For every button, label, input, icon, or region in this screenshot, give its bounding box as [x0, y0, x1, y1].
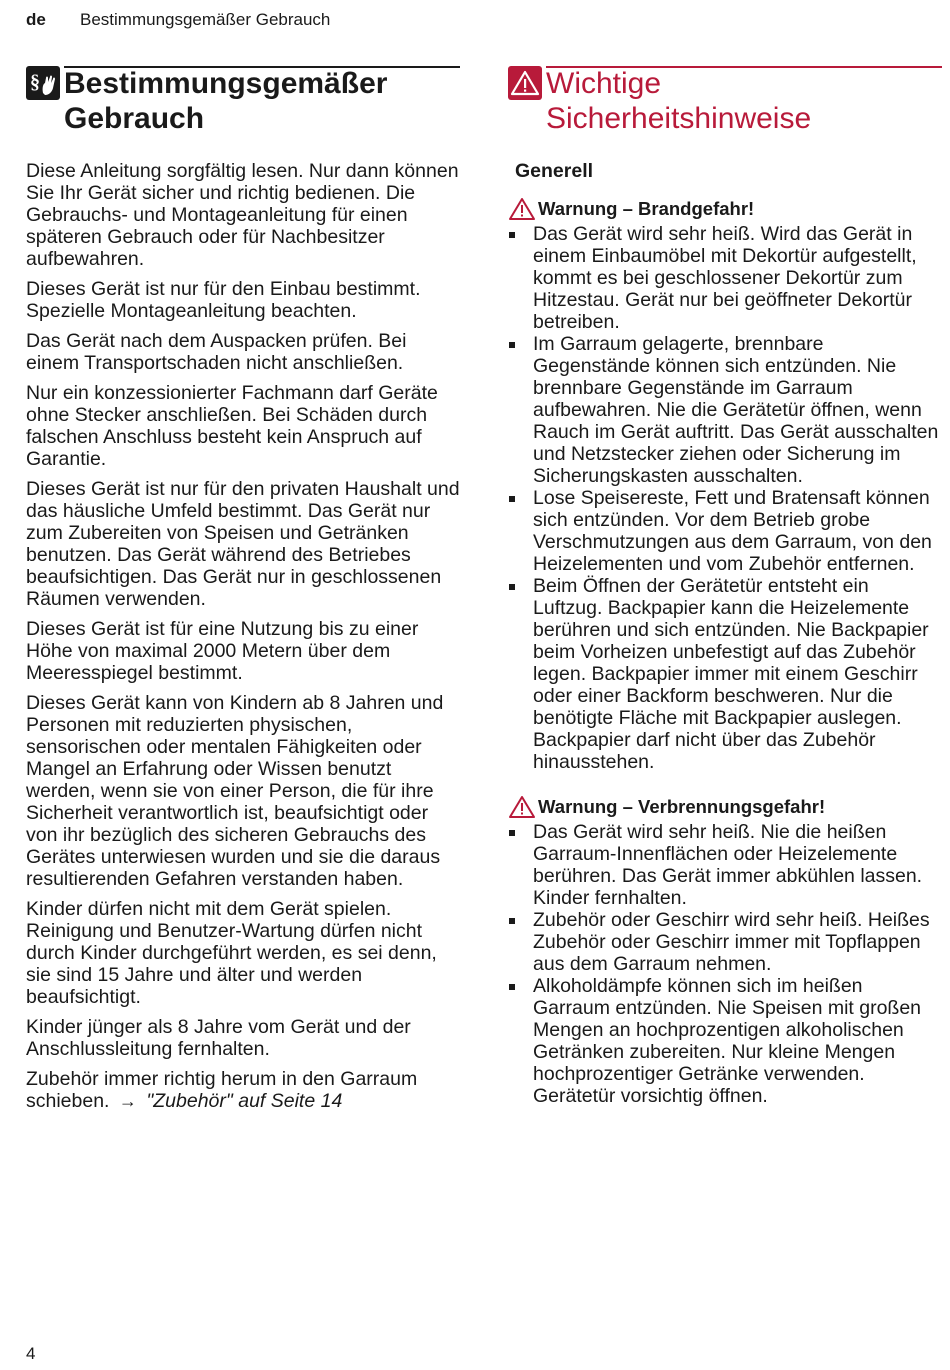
paragraph: Dieses Gerät ist nur für den privaten Haushalt und das häusliche Umfeld bestimmt. Das Gerät nur zum Zubereiten von Speisen und Getränken benutzen. Das Gerät während des Betriebes beaufsichtigen. Das Gerät nur in geschlossenen Räumen verwenden. [26, 478, 460, 610]
warning-triangle-icon [508, 197, 536, 221]
warning-list [508, 223, 942, 773]
warning-heading: Warnung – Brandgefahr! [508, 197, 942, 221]
list-item: Das Gerät wird sehr heiß. Wird das Gerät in einem Einbaumöbel mit Dekortür aufgestellt, kommt es bei geschlossener Dekortür zum Hitzestau. Gerät nur bei geöffneter Dekortür betreiben. [508, 223, 942, 333]
paragraph: Dieses Gerät ist nur für den Einbau bestimmt. Spezielle Montageanleitung beachten. [26, 278, 421, 322]
paragraph: Kinder dürfen nicht mit dem Gerät spielen. Reinigung und Benutzer-Wartung dürfen nicht durch Kinder durchgeführt werden, es sei denn, sie sind 15 Jahre und älter und werden beaufsichtigt. [26, 898, 437, 1008]
paragraph-with-link: Zubehör immer richtig herum in den Garraum schieben. → "Zubehör" auf Seite 14 [26, 1068, 418, 1112]
list-item: Das Gerät wird sehr heiß. Nie die heißen Garraum-Innenflächen oder Heizelemente berühren. Das Gerät immer abkühlen lassen. Kinder fernhalten. [508, 821, 942, 909]
paragraph: Dieses Gerät kann von Kindern ab 8 Jahren und Personen mit reduzierten physischen, sensorischen oder mentalen Fähigkeiten oder Mangel an Erfahrung oder Wissen benutzt werden, wenn sie von einer Person, die für ihre Sicherheit verantwortlich ist, beaufsichtigt oder von ihr bezüglich des sicheren Gebrauchs des Gerätes unterwiesen wurden und sie die daraus resultierenden Gefahren verstanden haben. [26, 692, 444, 890]
paragraph: Nur ein konzessionierter Fachmann darf Geräte ohne Stecker anschließen. Bei Schäden durch falschen Anschluss besteht kein Anspruch auf Garantie. [26, 382, 438, 470]
paragraph: Diese Anleitung sorgfältig lesen. Nur dann können Sie Ihr Gerät sicher und richtig bedienen. Die Gebrauchs- und Montageanleitung für einen späteren Gebrauch oder für Nachbesitzer aufbewahren. [26, 160, 459, 270]
paragraph: Das Gerät nach dem Auspacken prüfen. Bei einem Transportschaden nicht anschließen. [26, 330, 407, 374]
warning-list [508, 821, 942, 1107]
left-body [26, 160, 460, 1112]
list-item: Lose Speisereste, Fett und Bratensaft können sich entzünden. Vor dem Betrieb grobe Verschmutzungen aus dem Garraum, von den Heizelementen und vom Zubehör entfernen. [508, 487, 942, 575]
section-title: Wichtige Sicherheitshinweise [546, 67, 812, 135]
left-column [26, 66, 460, 1120]
svg-text:§: § [30, 71, 40, 93]
list-item: Im Garraum gelagerte, brennbare Gegenstände können sich entzünden. Nie brennbare Gegenstände im Garraum aufbewahren. Nie die Gerätetür öffnen, wenn Rauch im Gerät auftritt. Das Gerät ausschalten und Netzstecker ziehen oder Sicherung im Sicherungskasten ausschalten. [508, 333, 942, 487]
paragraph: Kinder jünger als 8 Jahre vom Gerät und der Anschlussleitung fernhalten. [26, 1016, 411, 1060]
list-item: Zubehör oder Geschirr wird sehr heiß. Heißes Zubehör oder Geschirr immer mit Topflappen aus dem Garraum nehmen. [508, 909, 942, 975]
right-column [508, 66, 942, 1129]
warning-triangle-icon [508, 795, 536, 819]
list-item: Alkoholdämpfe können sich im heißen Garraum entzünden. Nie Speisen mit großen Mengen an hochprozentigen alkoholischen Getränken zubereiten. Nur kleine Mengen hochprozentiger Getränke verwenden. Gerätetür vorsichtig öffnen. [508, 975, 942, 1107]
running-section-title: Bestimmungsgemäßer Gebrauch [80, 10, 331, 29]
subheading: Generell [515, 160, 594, 182]
warning-heading: Warnung – Verbrennungsgefahr! [508, 795, 942, 819]
arrow-right-icon: → [118, 1091, 137, 1111]
section-title: Bestimmungsgemäßer Gebrauch [64, 67, 388, 135]
cross-reference-link[interactable]: "Zubehör" auf Seite 14 [146, 1090, 343, 1112]
paragraph-hand-icon [26, 66, 60, 100]
list-item: Beim Öffnen der Gerätetür entsteht ein Luftzug. Backpapier kann die Heizelemente berühren und sich entzünden. Nie Backpapier beim Vorheizen unbefestigt auf das Zubehör legen. Backpapier immer mit einem Geschirr oder einer Backform beschweren. Nur die benötigte Fläche mit Backpapier auslegen. Backpapier darf nicht über das Zubehör hinausstehen. [508, 575, 942, 773]
paragraph: Dieses Gerät ist für eine Nutzung bis zu einer Höhe von maximal 2000 Metern über dem Meeresspiegel bestimmt. [26, 618, 419, 684]
section-title-row [26, 66, 460, 136]
section-title-row [508, 66, 942, 136]
page-number: 4 [26, 1344, 36, 1363]
language-code: de [26, 10, 46, 29]
warning-triangle-icon [508, 66, 542, 100]
